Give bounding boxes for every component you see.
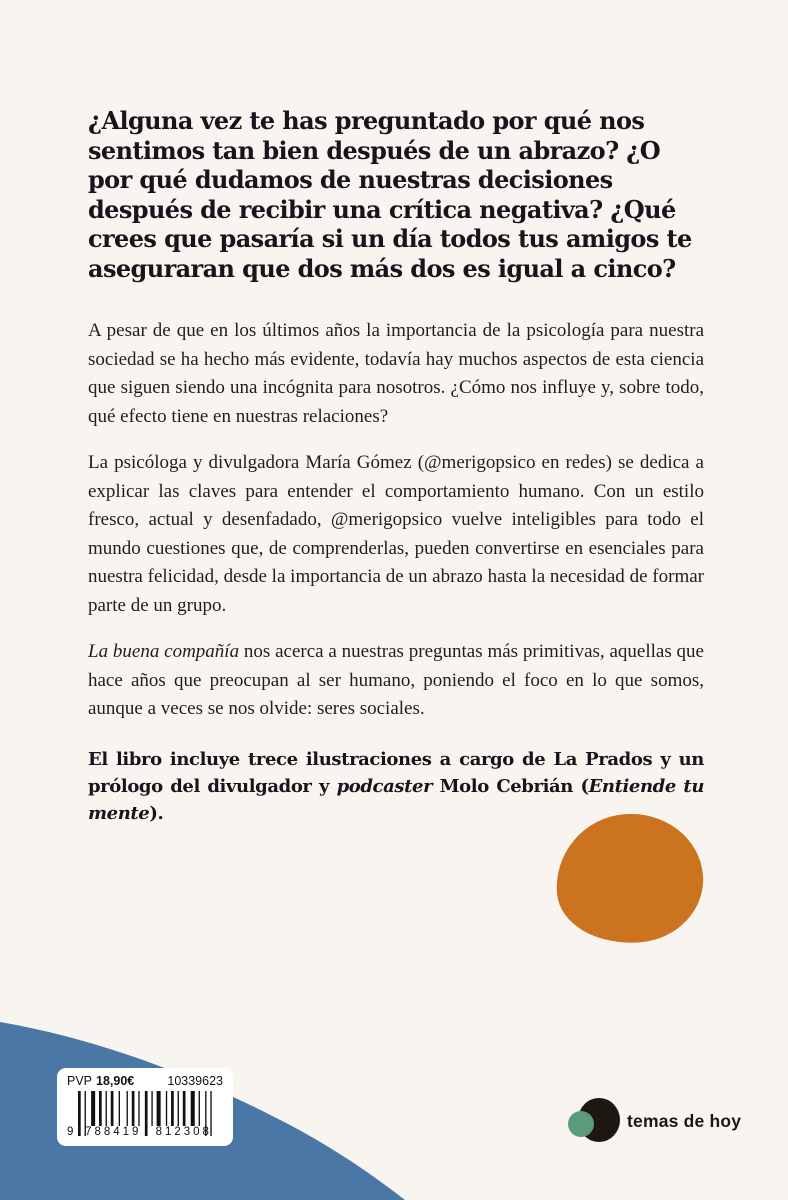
item-code: 10339623 (167, 1074, 223, 1088)
body-paragraph: El libro incluye trece ilustraciones a cargo de La Prados y un prólogo del divulgador y podcaster Molo Cebrián (Entiende tu mente). (88, 748, 705, 824)
price-row (67, 1074, 223, 1089)
body-paragraph: La buena compañía nos acerca a nuestras preguntas más primitivas, aquellas que hace años que preocupan al ser humano, poniendo el foco en lo que somos, aunque a veces se nos olvide: seres sociales. (88, 641, 704, 719)
ean-group-1: 788419 (85, 1126, 142, 1138)
publisher-green-circle-icon (568, 1111, 594, 1137)
pvp-label: PVP (67, 1074, 93, 1088)
back-cover-headline: ¿Alguna vez te has preguntado por qué nos sentimos tan bien después de un abrazo? ¿O por qué dudamos de nuestras decisiones después de recibir una crítica negativa? ¿Qué crees que pasaría si un día todos tus amigos te aseguraran que dos más dos es igual a cinco? (88, 106, 692, 283)
price-value: 18,90€ (96, 1074, 135, 1088)
ean-barcode (67, 1091, 223, 1137)
body-copy (88, 317, 704, 827)
publisher-name: temas de hoy (627, 1111, 742, 1131)
ean-prefix-digit: 9 (67, 1126, 74, 1138)
body-paragraph: La psicóloga y divulgadora María Gómez (@merigopsico en redes) se dedica a explicar las claves para entender el comportamiento humano. Con un estilo fresco, actual y desenfadado, @merigopsico vuelve inteligibles para todo el mundo cuestiones que, de comprenderlas, pueden convertirse en esenciales para nuestra felicidad, desde la importancia de un abrazo hasta la necesidad de formar parte de un grupo. (88, 452, 704, 616)
ean-group-2: 812308 (155, 1126, 212, 1138)
cover-copy (88, 106, 704, 845)
price-box (57, 1068, 233, 1146)
body-paragraph: A pesar de que en los últimos años la importancia de la psicología para nuestra sociedad se ha hecho más evidente, todavía hay muchos aspectos de esta ciencia que siguen siendo una incógnita para nosotros. ¿Cómo nos influye y, sobre todo, qué efecto tiene en nuestras relaciones? (88, 320, 704, 427)
publisher-logo (568, 1098, 758, 1146)
